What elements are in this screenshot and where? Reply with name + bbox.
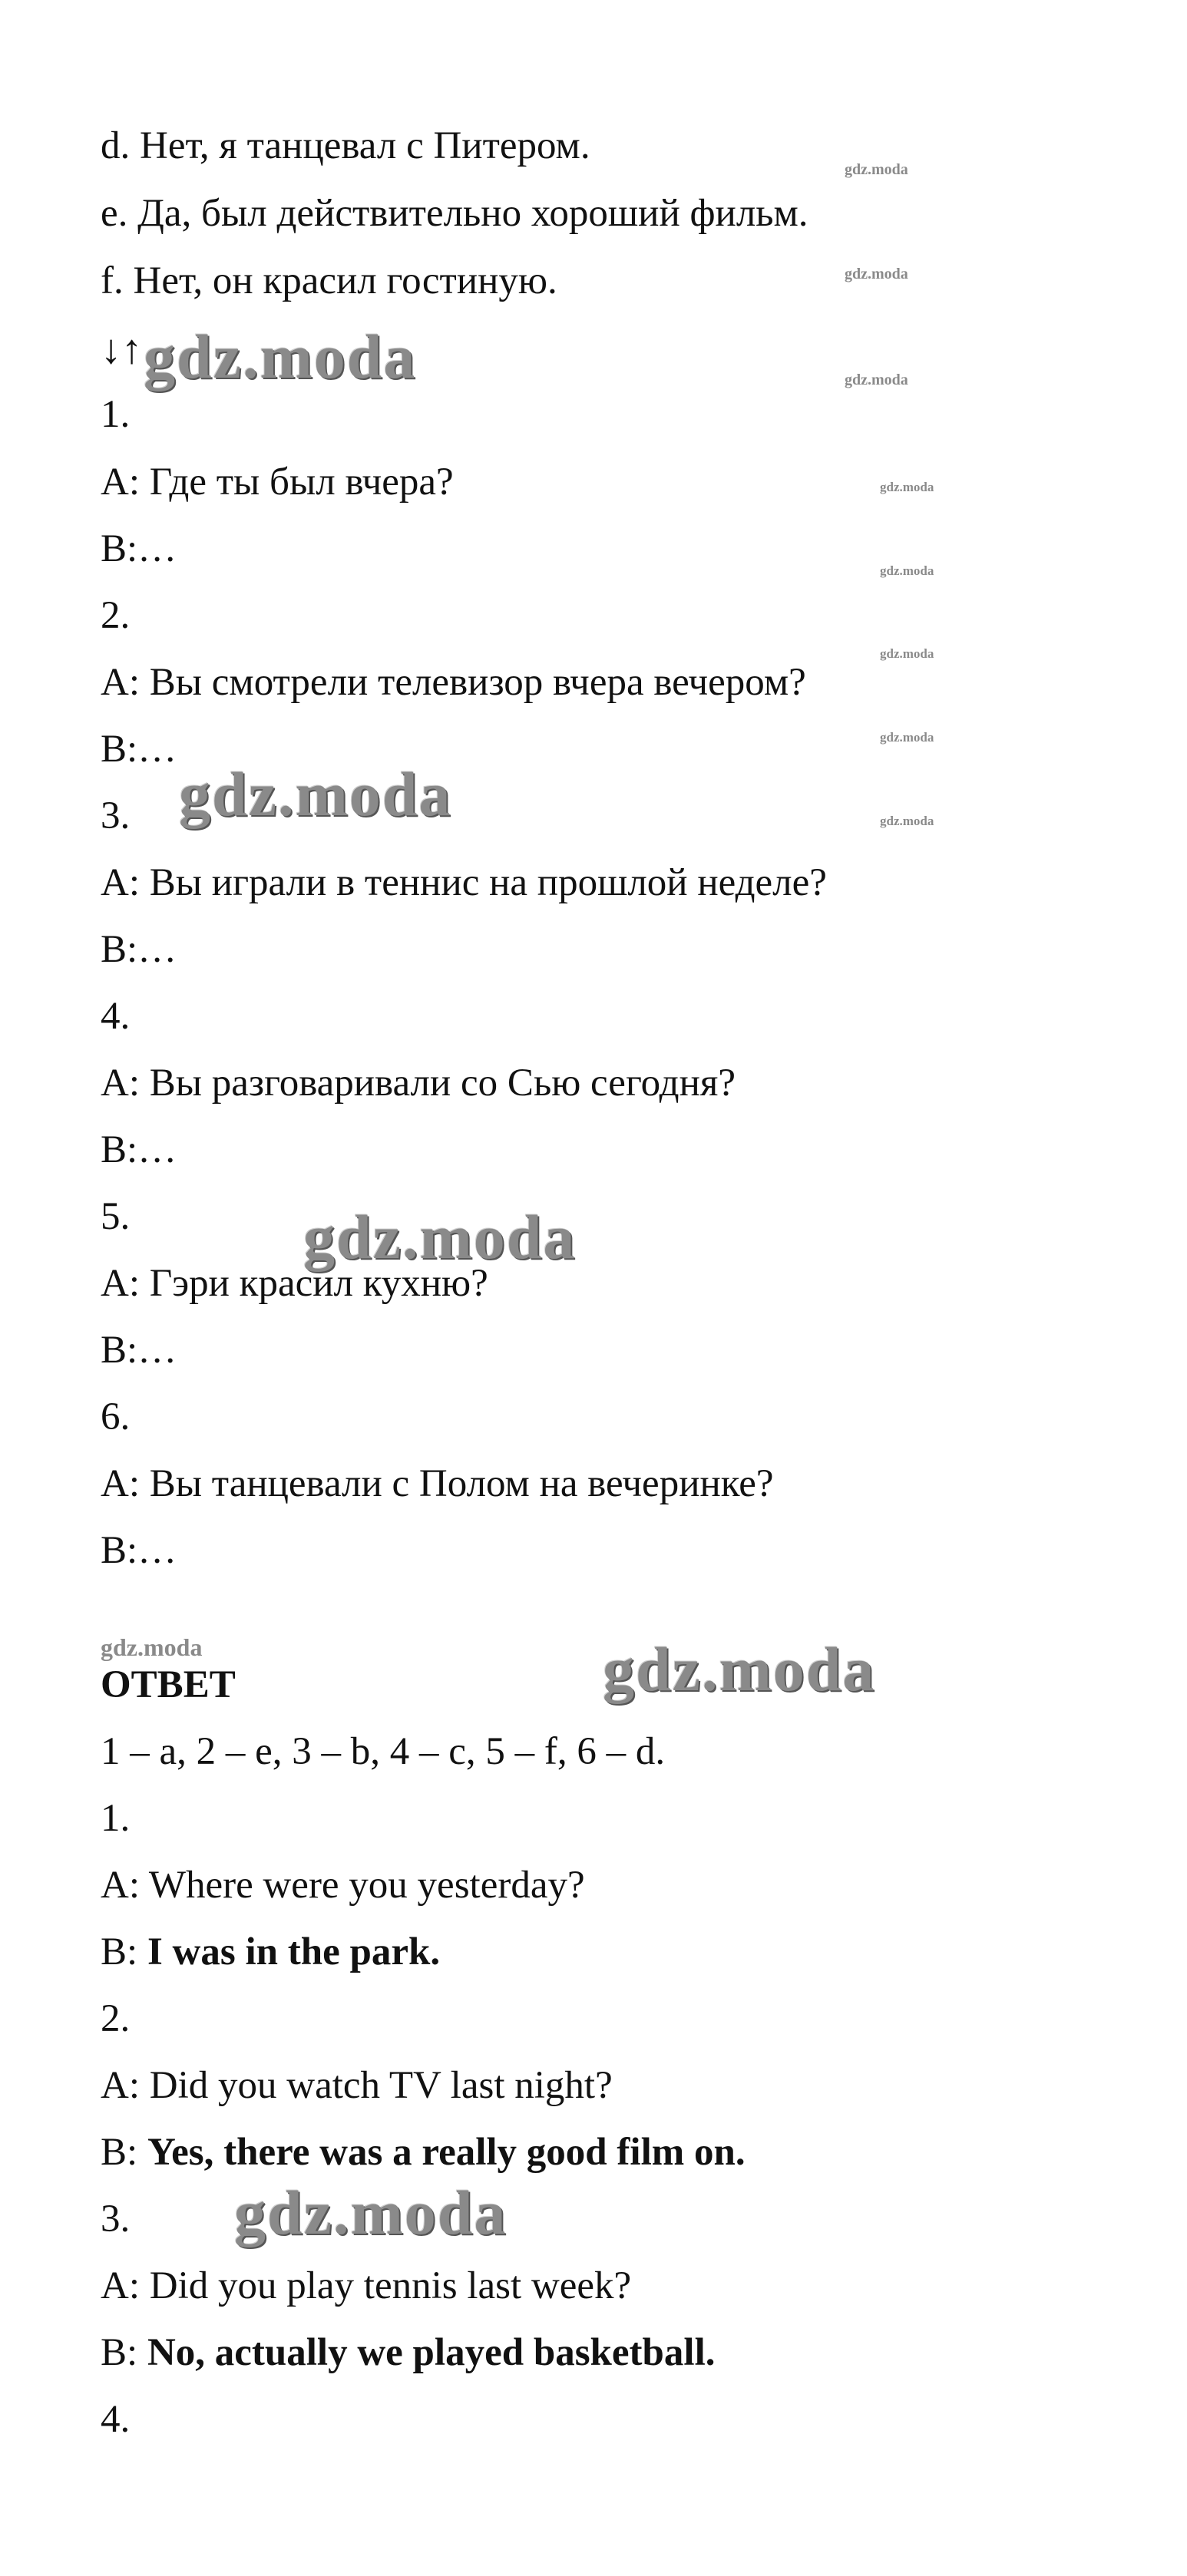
answer-dialog-3-number: 3.: [101, 2198, 131, 2241]
watermark: gdz.moda: [845, 372, 908, 388]
dialog-ru-1-a: A: Где ты был вчера?: [101, 461, 454, 504]
answer-dialog-2-b-text: Yes, there was a really good film on.: [147, 2131, 746, 2174]
exercise-line-e: e. Да, был действительно хороший фильм.: [101, 192, 808, 235]
answer-dialog-3-b-text: No, actually we played basketball.: [147, 2331, 716, 2374]
dialog-ru-2-a: A: Вы смотрели телевизор вчера вечером?: [101, 661, 806, 704]
answer-dialog-1-b-text: I was in the park.: [147, 1930, 441, 1973]
exercise-line-d: d. Нет, я танцевал с Питером.: [101, 124, 590, 167]
watermark-large: gdz.moda: [179, 759, 452, 829]
answer-key: 1 – a, 2 – e, 3 – b, 4 – c, 5 – f, 6 – d.: [101, 1730, 666, 1773]
dialog-ru-3-number: 3.: [101, 794, 131, 837]
exercise-line-f: f. Нет, он красил гостиную.: [101, 259, 557, 302]
answer-dialog-3-a: A: Did you play tennis last week?: [101, 2264, 632, 2307]
answer-title: ОТВЕТ: [101, 1663, 236, 1706]
watermark-large: gdz.moda: [234, 2178, 508, 2247]
answer-dialog-3-b-prefix: B:: [101, 2331, 147, 2374]
answer-dialog-1-b: [101, 1929, 440, 1975]
watermark: gdz.moda: [880, 646, 934, 661]
answer-dialog-2-a: A: Did you watch TV last night?: [101, 2064, 613, 2107]
answer-dialog-1-number: 1.: [101, 1797, 131, 1840]
answer-dialog-3-b: [101, 2330, 716, 2376]
dialog-ru-4-a: A: Вы разговаривали со Сью сегодня?: [101, 1062, 736, 1105]
dialog-ru-3-a: A: Вы играли в теннис на прошлой неделе?: [101, 861, 827, 904]
watermark-large: gdz.moda: [144, 322, 417, 391]
dialog-ru-5-number: 5.: [101, 1195, 131, 1238]
watermark-large: gdz.moda: [603, 1634, 876, 1704]
dialog-ru-4-b: B:…: [101, 1128, 177, 1171]
watermark: gdz.moda: [880, 730, 934, 745]
dialog-ru-1-b: B:…: [101, 527, 177, 570]
watermark: gdz.moda: [880, 814, 934, 828]
answer-dialog-2-b: [101, 2129, 746, 2175]
watermark: gdz.moda: [101, 1633, 203, 1661]
dialog-ru-6-a: A: Вы танцевали с Полом на вечеринке?: [101, 1462, 774, 1505]
dialog-ru-5-b: B:…: [101, 1329, 177, 1372]
watermark: gdz.moda: [845, 266, 908, 282]
sort-arrows-icon: ↓↑: [101, 326, 142, 372]
answer-dialog-4-number: 4.: [101, 2398, 131, 2441]
dialog-ru-1-number: 1.: [101, 393, 131, 436]
dialog-ru-2-b: B:…: [101, 728, 177, 771]
dialog-ru-2-number: 2.: [101, 594, 131, 637]
watermark: gdz.moda: [880, 563, 934, 578]
watermark: gdz.moda: [880, 480, 934, 494]
dialog-ru-4-number: 4.: [101, 995, 131, 1038]
answer-dialog-2-number: 2.: [101, 1997, 131, 2040]
dialog-ru-3-b: B:…: [101, 928, 177, 971]
answer-dialog-1-a: A: Where were you yesterday?: [101, 1864, 585, 1907]
watermark-large: gdz.moda: [303, 1202, 577, 1272]
answer-dialog-1-b-prefix: B:: [101, 1930, 147, 1973]
dialog-ru-6-b: B:…: [101, 1529, 177, 1572]
dialog-ru-5-a: A: Гэри красил кухню?: [101, 1262, 488, 1305]
dialog-ru-6-number: 6.: [101, 1395, 131, 1438]
watermark: gdz.moda: [845, 161, 908, 178]
answer-dialog-2-b-prefix: B:: [101, 2131, 147, 2174]
